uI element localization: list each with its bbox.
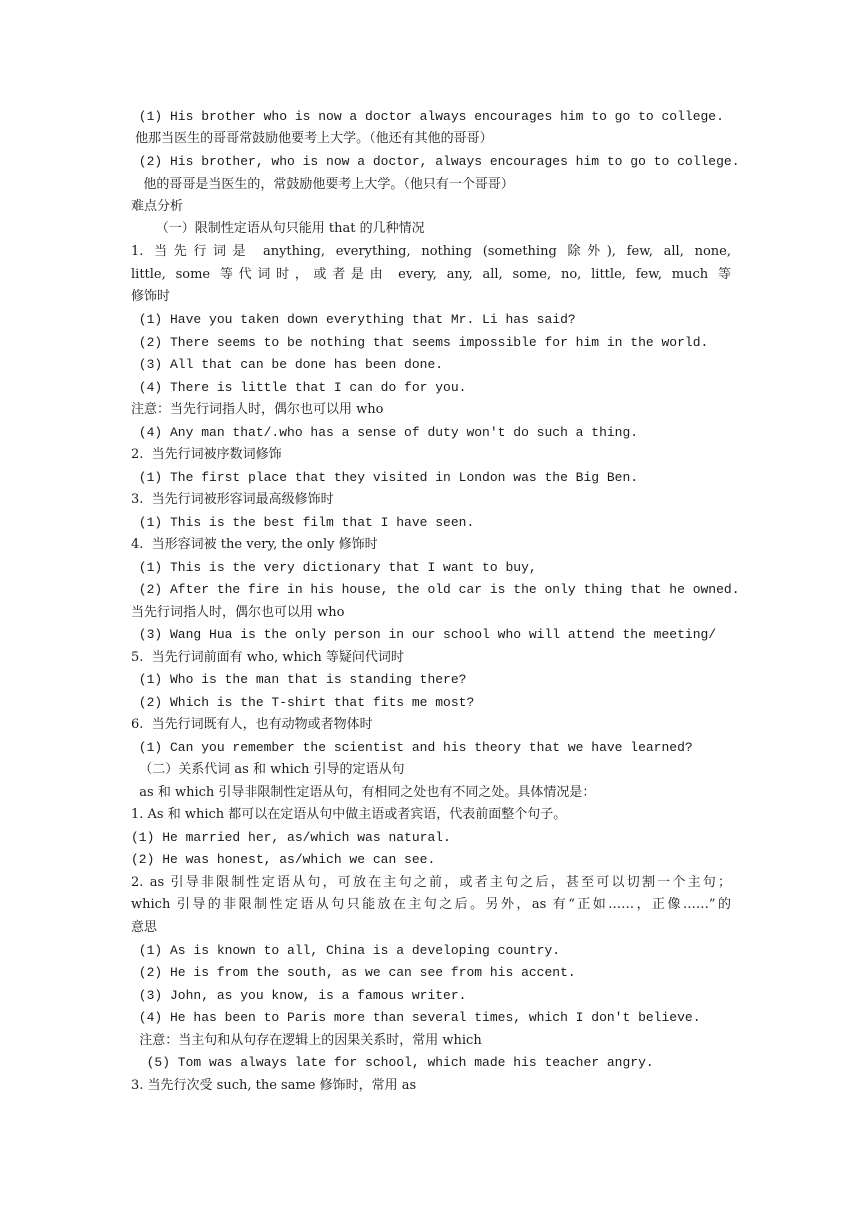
example-line: (1) The first place that they visited in London was the Big Ben. [131,470,639,485]
example-line: (2) After the fire in his house, the old car is the only thing that he owned. [131,582,740,597]
text-line: (2) His brother, who is now a doctor, always encourages him to go to college. [131,154,740,169]
rule-heading: 3. 当先行词被形容词最高级修饰时 [131,492,334,507]
example-line: (1) Have you taken down everything that Mr. Li has said? [131,312,576,327]
note-line: 注意：当主句和从句存在逻辑上的因果关系时，常用 which [131,1033,482,1048]
subsection-heading: （一）限制性定语从句只能用 that 的几种情况 [131,221,425,236]
note-line: 注意：当先行词指人时，偶尔也可以用 who [131,402,384,417]
example-line: (1) This is the very dictionary that I want to buy, [131,560,537,575]
text-line: (1) His brother who is now a doctor always encourages him to go to college. [131,109,724,124]
example-line: (1) This is the best film that I have seen. [131,515,475,530]
text-line: as 和 which 引导非限制性定语从句，有相同之处也有不同之处。具体情况是： [131,785,596,800]
rule-heading: 3. 当先行次受 such, the same 修饰时，常用 as [131,1078,417,1093]
example-line: (1) Who is the man that is standing there? [131,672,467,687]
text-line: 他那当医生的哥哥常鼓励他要考上大学。（他还有其他的哥哥） [131,131,493,146]
note-line: 当先行词指人时，偶尔也可以用 who [131,605,345,620]
subsection-heading: （二）关系代词 as 和 which 引导的定语从句 [131,762,405,777]
rule-heading: 1. As 和 which 都可以在定语从句中做主语或者宾语，代表前面整个句子。 [131,807,567,822]
example-line: (4) Any man that/.who has a sense of duty won't do such a thing. [131,425,639,440]
rule-heading: 4. 当形容词被 the very, the only 修饰时 [131,537,378,552]
example-line: (2) Which is the T-shirt that fits me most? [131,695,475,710]
text-line: 修饰时 [131,289,171,304]
example-line: (3) All that can be done has been done. [131,357,444,372]
example-line: (3) Wang Hua is the only person in our school who will attend the meeting/ [131,627,717,642]
text-line: 他的哥哥是当医生的，常鼓励他要考上大学。（他只有一个哥哥） [131,177,514,192]
example-line: (3) John, as you know, is a famous writer. [131,988,467,1003]
example-line: (5) Tom was always late for school, which made his teacher angry. [131,1055,654,1070]
example-line: (2) He was honest, as/which we can see. [131,852,436,867]
example-line: (4) There is little that I can do for you. [131,380,467,395]
text-line: little, some 等代词时，或者是由 every, any, all, some, no, little, few, much 等 [131,267,731,282]
text-line: 1. 当先行词是 anything, everything, nothing (something 除外), few, all, none, [131,244,731,259]
rule-heading: 2. 当先行词被序数词修饰 [131,447,282,462]
example-line: (1) Can you remember the scientist and his theory that we have learned? [131,740,693,755]
text-line: 意思 [131,920,158,935]
section-heading: 难点分析 [131,199,184,214]
example-line: (4) He has been to Paris more than several times, which I don't believe. [131,1010,701,1025]
example-line: (1) As is known to all, China is a developing country. [131,943,561,958]
example-line: (1) He married her, as/which was natural. [131,830,451,845]
rule-heading: 6. 当先行词既有人，也有动物或者物体时 [131,717,373,732]
rule-heading: 5. 当先行词前面有 who, which 等疑问代词时 [131,650,404,665]
rule-heading: 2. as 引导非限制性定语从句，可放在主句之前，或者主句之后，甚至可以切割一个主句； [131,875,731,890]
text-line: which 引导的非限制性定语从句只能放在主句之后。另外，as 有“正如……，正像……”的 [131,897,731,912]
example-line: (2) There seems to be nothing that seems impossible for him in the world. [131,335,709,350]
example-line: (2) He is from the south, as we can see from his accent. [131,965,576,980]
